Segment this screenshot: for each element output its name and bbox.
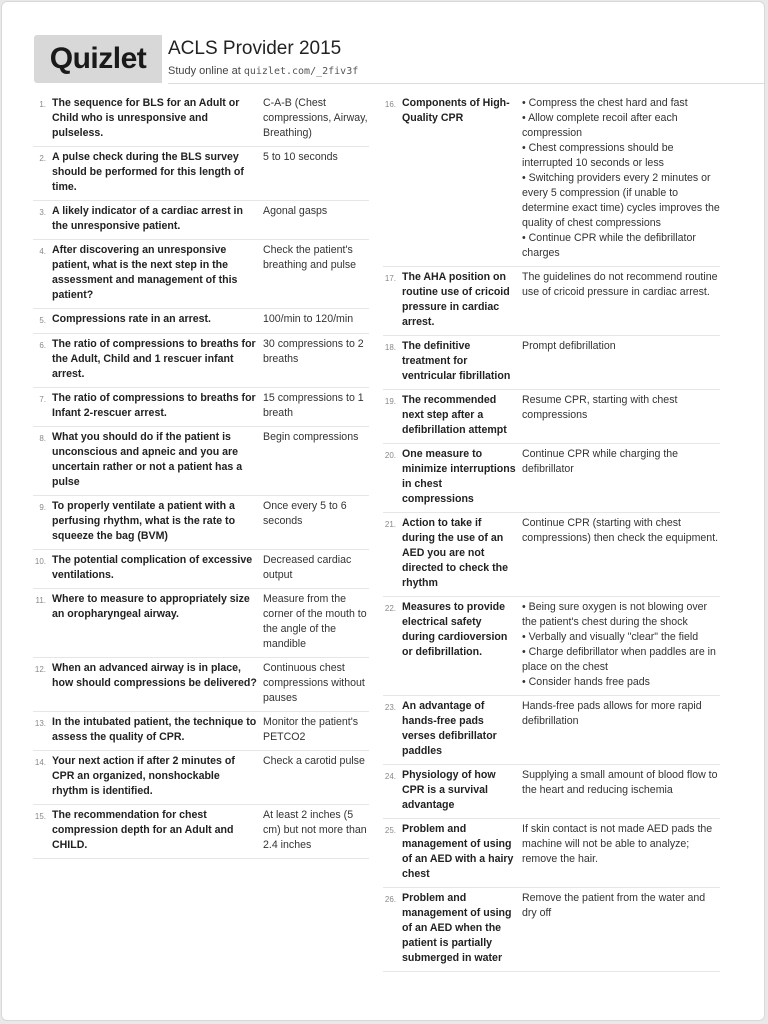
card-number: 10. [34,557,46,566]
card-number: 23. [384,703,396,712]
card-term: The ratio of compressions to breaths for the Adult, Child and 1 rescuer infant arrest. [52,338,256,380]
card-term: The recommendation for chest compression depth for an Adult and CHILD. [52,809,234,851]
flashcard-row [33,388,369,427]
card-definition [522,516,720,546]
definition-line: • Charge defibrillator when paddles are in place on the chest [522,646,716,673]
set-url[interactable]: quizlet.com/_2fiv3f [243,66,359,77]
card-term: In the intubated patient, the technique to assess the quality of CPR. [52,716,257,743]
definition-line: Continue CPR (starting with chest compressions) then check the equipment. [522,517,719,544]
definition-line: Continuous chest compressions without pauses [263,662,365,704]
card-number: 13. [34,719,46,728]
study-online-line [168,65,358,77]
flashcard-row [383,513,720,597]
card-term: The sequence for BLS for an Adult or Child who is unresponsive and pulseless. [52,97,240,139]
card-term: One measure to minimize interruptions in chest compressions [402,448,516,505]
definition-line: 15 compressions to 1 breath [263,392,364,419]
card-definition [263,96,369,141]
card-number: 19. [384,397,396,406]
document-page [1,1,765,1021]
card-number: 25. [384,826,396,835]
flashcard-row [383,765,720,819]
definition-line: • Being sure oxygen is not blowing over the patient's chest during the shock [522,601,708,628]
card-definition [522,822,720,867]
definition-line: At least 2 inches (5 cm) but not more than 2.4 inches [263,809,367,851]
definition-line: • Compress the chest hard and fast [522,97,688,109]
card-definition [522,768,720,798]
card-definition [263,499,369,529]
card-number: 11. [35,596,46,605]
subtitle-prefix: Study online at [168,65,244,77]
flashcard-row [383,267,720,336]
card-term: A likely indicator of a cardiac arrest in the unresponsive patient. [52,205,243,232]
definition-line: Resume CPR, starting with chest compressions [522,394,678,421]
definition-line: Agonal gasps [263,205,328,217]
card-number: 16. [384,100,396,109]
card-term: The recommended next step after a defibrillation attempt [402,394,507,436]
definition-line: Measure from the corner of the mouth to the angle of the mandible [263,593,367,650]
card-term: Compressions rate in an arrest. [52,313,211,325]
card-definition [263,150,369,165]
definition-line: C-A-B (Chest compressions, Airway, Breathing) [263,97,368,139]
card-term: Measures to provide electrical safety during cardioversion or defibrillation. [402,601,508,658]
definition-line: The guidelines do not recommend routine use of cricoid pressure in cardiac arrest. [522,271,718,298]
flashcard-row [383,819,720,888]
card-term: The potential complication of excessive ventilations. [52,554,253,581]
card-number: 3. [39,208,46,217]
card-definition [263,243,369,273]
header [34,35,764,85]
flashcard-row [33,589,369,658]
flashcard-row [33,712,369,751]
definition-line: Continue CPR while charging the defibrillator [522,448,679,475]
definition-line: • Continue CPR while the defibrillator charges [522,232,696,259]
card-definition [263,430,369,445]
card-definition [263,204,369,219]
card-definition [263,553,369,583]
definition-line: Check a carotid pulse [263,755,365,767]
definition-line: • Chest compressions should be interrupted 10 seconds or less [522,142,674,169]
title-block [168,37,358,77]
flashcard-row [383,888,720,972]
card-number: 26. [384,895,396,904]
flashcard-row [33,427,369,496]
flashcard-row [383,390,720,444]
flashcard-row [33,309,369,334]
definition-line: If skin contact is not made AED pads the machine will not be able to analyze; remove the hair. [522,823,713,865]
card-term: Action to take if during the use of an AED you are not directed to check the rhythm [402,517,508,589]
card-number: 21. [384,520,396,529]
card-number: 5. [39,316,46,325]
card-number: 14. [34,758,46,767]
flashcard-row [33,240,369,309]
card-term: The AHA position on routine use of cricoid pressure in cardiac arrest. [402,271,510,328]
definition-line: Monitor the patient's PETCO2 [263,716,359,743]
card-term: Physiology of how CPR is a survival advantage [402,769,496,811]
card-number: 2. [39,154,46,163]
flashcard-row [383,444,720,513]
card-definition [263,391,369,421]
card-definition [522,600,720,690]
card-number: 8. [39,434,46,443]
flashcard-row [383,336,720,390]
flashcard-row [383,597,720,696]
card-term: Problem and management of using of an AED with a hairy chest [402,823,514,880]
definition-line: 100/min to 120/min [263,313,354,325]
definition-line: Once every 5 to 6 seconds [263,500,347,527]
card-number: 18. [384,343,396,352]
flashcard-row [383,93,720,267]
left-column [33,93,369,859]
card-definition [263,754,369,769]
card-term: What you should do if the patient is unconscious and apneic and you are uncertain rather or not a patient has a pulse [52,431,243,488]
card-definition [263,808,369,853]
card-number: 17. [384,274,396,283]
definition-line: 5 to 10 seconds [263,151,338,163]
card-definition [522,891,720,921]
definition-line: • Allow complete recoil after each compression [522,112,678,139]
definition-line: • Switching providers every 2 minutes or every 5 compression (if unable to determine exact time) cycles improves the quality of chest compressions [522,172,720,229]
card-term: A pulse check during the BLS survey should be performed for this length of time. [52,151,244,193]
card-term: Problem and management of using of an AED when the patient is partially submerged in water [402,892,512,964]
card-number: 12. [34,665,46,674]
card-number: 20. [384,451,396,460]
card-number: 9. [39,503,46,512]
card-number: 15. [34,812,46,821]
card-definition [263,312,369,327]
set-title: ACLS Provider 2015 [168,38,342,59]
right-column [383,93,720,972]
card-number: 6. [39,341,46,350]
card-term: Where to measure to appropriately size an oropharyngeal airway. [52,593,250,620]
definition-line: Hands-free pads allows for more rapid defibrillation [522,700,702,727]
card-definition [263,592,369,652]
flashcard-row [33,147,369,201]
card-definition [522,270,720,300]
card-term: An advantage of hands-free pads verses defibrillator paddles [402,700,497,757]
card-term: The ratio of compressions to breaths for Infant 2-rescuer arrest. [52,392,256,419]
card-term: Components of High-Quality CPR [402,97,510,124]
card-term: After discovering an unresponsive patient, what is the next step in the assessment and management of this patient? [52,244,238,301]
flashcard-row [33,751,369,805]
flashcard-row [33,334,369,388]
definition-line: • Verbally and visually "clear" the field [522,631,699,643]
definition-line: Decreased cardiac output [263,554,352,581]
flashcard-row [383,696,720,765]
header-divider [168,83,764,84]
flashcard-row [33,201,369,240]
card-term: Your next action if after 2 minutes of CPR an organized, nonshockable rhythm is identified. [52,755,235,797]
flashcard-row [33,805,369,859]
flashcard-row [33,658,369,712]
card-term: When an advanced airway is in place, how should compressions be delivered? [52,662,257,689]
definition-line: Begin compressions [263,431,359,443]
quizlet-logo: Quizlet [34,35,162,83]
card-term: To properly ventilate a patient with a perfusing rhythm, what is the rate to squeeze the bag (BVM) [52,500,236,542]
card-number: 22. [384,604,396,613]
flashcard-row [33,550,369,589]
definition-line: 30 compressions to 2 breaths [263,338,364,365]
flashcard-row [33,93,369,147]
card-definition [522,339,720,354]
card-number: 24. [384,772,396,781]
card-definition [263,715,369,745]
card-number: 7. [39,395,46,404]
flashcard-row [33,496,369,550]
card-definition [263,661,369,706]
card-number: 1. [39,100,46,109]
card-definition [522,447,720,477]
card-term: The definitive treatment for ventricular fibrillation [402,340,511,382]
definition-line: Prompt defibrillation [522,340,616,352]
card-definition [263,337,369,367]
card-definition [522,393,720,423]
definition-line: Supplying a small amount of blood flow to the heart and reducing ischemia [522,769,718,796]
card-definition [522,699,720,729]
definition-line: Check the patient's breathing and pulse [263,244,357,271]
definition-line: • Consider hands free pads [522,676,650,688]
card-definition [522,96,720,261]
card-number: 4. [39,247,46,256]
definition-line: Remove the patient from the water and dry off [522,892,706,919]
